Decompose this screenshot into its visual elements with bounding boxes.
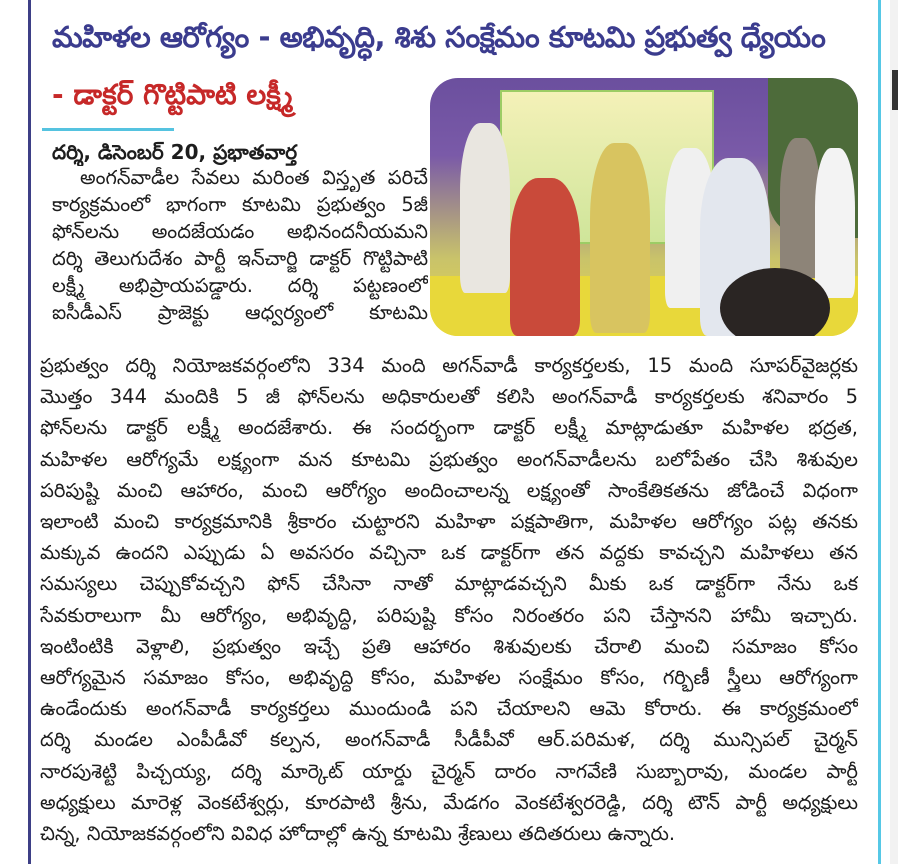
dateline: దర్శి, డిసెంబర్ 20, ప్రభాతవార్త	[52, 140, 298, 164]
event-photo	[430, 78, 858, 336]
body-line: అధ్యక్షులు మారెళ్ల వెంకటేశ్వర్లు, కూరపాటి శ్రీను, మేడగం వెంకటేశ్వరరెడ్డి, దర్శి టౌన్ పార్టీ అధ్యక్షులు	[40, 790, 858, 814]
body-line: లక్ష్మీ అభిప్రాయపడ్డారు. దర్శి పట్టణంలో	[52, 274, 428, 297]
body-line: ఫోన్‌లను అందజేయడం అభినందనీయమని	[52, 220, 428, 243]
body-line: నారపుశెట్టి పిచ్చయ్య, దర్శి మార్కెట్ యార్డు చైర్మన్ దారం నాగవేణి సుబ్బారావు, మండల పార్టీ	[40, 759, 858, 783]
body-line: దర్శి మండల ఎంపీడీవో కల్పన, అంగన్‌వాడీ సీడీపీవో ఆర్.పరిమళ, దర్శి మున్సిపల్ చైర్మన్	[40, 728, 858, 752]
body-line: ఫోన్‌లను డాక్టర్ లక్ష్మీ అందజేశారు. ఈ సందర్భంగా డాక్టర్ లక్ష్మీ మాట్లాడుతూ మహిళల భద్రత,	[40, 416, 858, 440]
left-border	[28, 0, 31, 864]
byline: - డాక్టర్ గొట్టిపాటి లక్ష్మీ	[52, 78, 293, 111]
body-line: ఐసీడీఎస్ ప్రాజెక్టు ఆధ్వర్యంలో కూటమి	[52, 301, 428, 324]
body-line: మహిళల ఆరోగ్యమే లక్ష్యంగా మన కూటమి ప్రభుత్వం అంగన్‌వాడీలను బలోపేతం చేసి శిశువుల	[40, 447, 858, 471]
body-line: పరిపుష్టి మంచి ఆహారం, మంచి ఆరోగ్యం అందించాలన్న లక్ష్యంతో సాంకేతికతను జోడించే విధంగా	[40, 478, 858, 502]
body-line: సమస్యలు చెప్పుకోవచ్చని ఫోన్ చేసినా నాతో మాట్లాడవచ్చని మీకు ఒక డాక్టర్‌గా నేను ఒక	[40, 572, 858, 596]
body-line: సేవకురాలుగా మీ ఆరోగ్యం, అభివృద్ధి, పరిపుష్టి కోసం నిరంతరం పని చేస్తానని హామీ ఇచ్చారు.	[40, 603, 858, 627]
body-line: కార్యక్రమంలో భాగంగా కూటమి ప్రభుత్వం 5జీ	[52, 193, 428, 216]
body-line: ఇలాంటి మంచి కార్యక్రమానికి శ్రీకారం చుట్టారని మహిళా పక్షపాతిగా, మహిళల ఆరోగ్యం పట్ల తనకు	[40, 510, 858, 533]
accent-rule	[42, 128, 174, 131]
body-line: ఇంటింటికి వెళ్లాలి, ప్రభుత్వం ఇచ్చే ప్రతి ఆహారం శిశువులకు చేరాలి మంచి సమాజం కోసం	[40, 634, 858, 658]
body-line: ఉండేందుకు అంగన్‌వాడీ కార్యకర్తలు ముందుండి పని చేయాలని ఆమె కోరారు. ఈ కార్యక్రమంలో	[40, 697, 858, 721]
body-line: దర్శి తెలుగుదేశం పార్టీ ఇన్‌చార్జి డాక్టర్ గొట్టిపాటి	[52, 247, 428, 270]
body-line: ప్రభుత్వం దర్శి నియోజకవర్గంలోని 334 మంది అగన్‌వాడీ కార్యకర్తలకు, 15 మంది సూపర్‌వైజర్లకు	[40, 354, 858, 377]
body-line: ఆరోగ్యమైన సమాజం కోసం, అభివృద్ధి కోసం, మహిళల సంక్షేమం కోసం, గర్భిణీ స్త్రీలు ఆరోగ్యంగా	[40, 666, 858, 689]
body-line: మొత్తం 344 మందికి 5 జీ ఫోన్‌లను అధికారులతో కలిసి అంగన్‌వాడీ కార్యకర్తలకు శనివారం 5	[40, 385, 858, 409]
right-border	[878, 0, 881, 864]
body-line: మక్కువ ఉందని ఎప్పుడు ఏ అవసరం వచ్చినా ఒక డాక్టర్‌గా తన వద్దకు కావచ్చని మహిళలు తన	[40, 541, 858, 565]
body-line: చిన్న, నియోజకవర్గంలోని వివిధ హోదాల్లో ఉన్న కూటమి శ్రేణులు తదితరులు ఉన్నారు.	[40, 822, 676, 845]
headline: మహిళల ఆరోగ్యం - అభివృద్ధి, శిశు సంక్షేమం కూటమి ప్రభుత్వ ధ్యేయం	[52, 20, 826, 54]
adjacent-page-strip	[890, 0, 898, 864]
body-line: అంగన్‌వాడీల సేవలు మరింత విస్తృత పరిచే	[80, 166, 428, 189]
